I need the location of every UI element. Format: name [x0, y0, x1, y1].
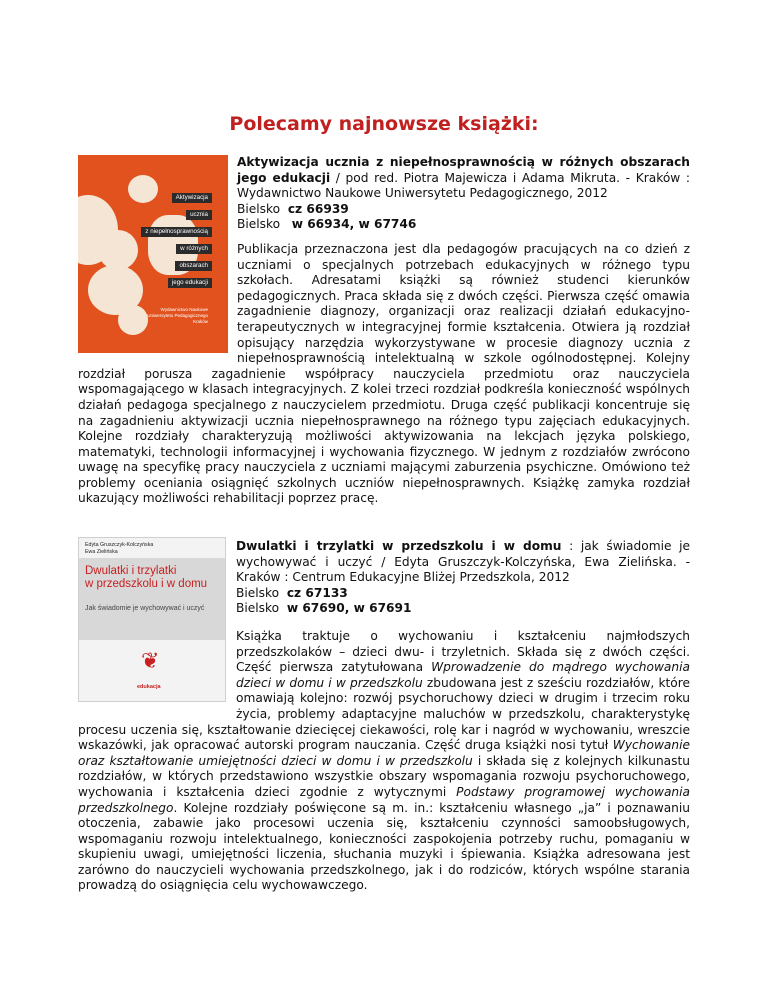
book-title-end: jego edukacji: [237, 170, 331, 185]
cover-title: Dwulatki i trzylatki w przedszkolu i w domu: [85, 565, 208, 590]
desc-text: Książka traktuje o wychowaniu i kształceniu najmłodszych przedszkolaków – dzieci dwu- i trzyletnich. Składa się z dwóch części. Część pierwsza zatytułowana: [236, 628, 690, 675]
call-number: w 67690, w 67691: [286, 601, 412, 616]
page-title: Polecamy najnowsze książki:: [229, 113, 539, 135]
book-entry-dwulatki: [78, 537, 690, 894]
cover-publisher: Wydawnictwo Naukowe Uniwersytetu Pedagogicznego Kraków: [147, 307, 208, 324]
library-location: Bielsko: [236, 585, 280, 600]
book-title-cont: ucznia z niepełnosprawnością w różnych obszarach: [318, 155, 690, 169]
butterfly-icon: ❦: [141, 649, 160, 674]
call-number: cz 66939: [287, 201, 349, 216]
desc-text: zbudowana jest z sześciu rozdziałów, które omawiają kolejno: rozwój psychoruchowy dzieci w drugim i trzecim roku życia, problemy adaptacyjne maluchów w przedszkolu, charakterystykę procesu uczenia się, kształtowanie dziecięcej ciekawości, rolę kar i nagród w wychowaniu, wreszcie wskazówki, jak opracować autorski program nauczania. Część druga książki nosi tytuł: [78, 675, 690, 753]
cover-label: jego edukacji: [168, 278, 212, 288]
desc-italic: Podstawy programowej wychowania przedszkolnego: [78, 784, 690, 815]
cover-label: Aktywizacja: [172, 193, 212, 203]
desc-text: i składa się z kolejnych kilkunastu rozdziałów, w których przedstawiono wszystkie obszary wspomagania rozwoju psychoruchowego, wychowania i kształcenia dzieci zgodnie z wytycznymi: [78, 753, 690, 799]
desc-italic: Wprowadzenie do mądrego wychowania dzieci w domu i w przedszkolu: [236, 660, 690, 690]
book-cover-aktywizacja: [78, 155, 228, 353]
library-location: Bielsko: [237, 217, 281, 232]
cover-publisher: edukacja: [137, 684, 161, 691]
call-number: w 66934, w 67746: [291, 217, 417, 232]
desc-italic: Wychowanie oraz kształtowanie umiejętności dzieci w domu i w przedszkolu: [78, 738, 690, 768]
library-location: Bielsko: [237, 201, 281, 216]
cover-subtitle: Jak świadomie je wychowywać i uczyć: [85, 605, 205, 612]
book-cover-dwulatki: [78, 537, 226, 702]
cover-label: z niepełnosprawnością: [141, 227, 212, 237]
library-location: Bielsko: [236, 601, 280, 616]
desc-text: . Kolejne rozdziały poświęcone są m. in.: kształceniu własnego „ja” i poznawaniu otoczenia, zabawie jako procesowi uczenia się, kształceniu czynności samoobsługowych, wspomaganiu rozwoju intelektualnego, konieczności zaspokojenia potrzeby ruchu, pomaganiu w skupieniu uwagi, umiejętności liczenia, słuchania muzyki i śpiewania. Książka adresowana jest zarówno do nauczycieli wychowania przedszkolnego, jak i do rodziców, których wspólne starania prowadzą do osiągnięcia celu wychowawczego.: [78, 800, 690, 893]
book-entry-aktywizacja: [78, 155, 690, 507]
book-description: Publikacja przeznaczona jest dla pedagogów pracujących na co dzień z uczniami o specjalnych potrzebach edukacyjnych w różnego typu szkołach. Adresatami książki są również studenci kierunków pedagogicznych. Praca składa się z dwóch części. Pierwsza część omawia zagadnienie diagnozy, organizacji oraz realizacji działań edukacyjno-terapeutycznych w integracyjnej formie kształcenia. Otwiera ją rozdział opisujący narzędzia wykorzystywane w procesie diagnozy ucznia z niepełnosprawnością intelektualną w szkole ogólnodostępnej. Kolejny rozdział porusza zagadnienie współpracy nauczyciela przedmiotu oraz nauczyciela wspomagającego w klasach integracyjnych. Z kolei trzeci rozdział podkreśla konieczność wspólnych działań pedagoga specjalnego z nauczycielem przedmiotu. Druga część publikacji koncentruje się na zagadnieniu aktywizacji ucznia niepełnosprawnego na różnego typu zajęciach edukacyjnych. Kolejne rozdziały charakteryzują możliwości aktywizowania na lekcjach języka polskiego, matematyki, technologii informacyjnej i wychowania fizycznego. W jednym z rozdziałów zwrócono uwagę na specyfikę pracy nauczyciela z uczniami mającymi zaburzenia psychiczne. Omówiono też problemy oceniania osiągnięć szkolnych uczniów niepełnosprawnych. Książkę zamyka rozdział ukazujący możliwości rehabilitacji poprzez pracę.: [78, 241, 690, 506]
cover-authors: Edyta Gruszczyk-Kolczyńska Ewa Zielińska: [85, 542, 154, 555]
cover-label: ucznia: [186, 210, 212, 220]
book-title: Aktywizacja: [237, 155, 319, 169]
cover-label: obszarach: [175, 261, 212, 271]
book-title: Dwulatki i trzylatki w przedszkolu i w domu: [236, 539, 562, 553]
call-number: cz 67133: [286, 585, 348, 600]
book-citation: : jak świadomie je wychowywać i uczyć / Edyta Gruszczyk-Kolczyńska, Ewa Zielińska. - Kraków : Centrum Edukacyjne Bliżej Przedszkola, 2012: [236, 539, 690, 585]
cover-label: w różnych: [176, 244, 212, 254]
book-citation: / pod red. Piotra Majewicza i Adama Mikruta. - Kraków : Wydawnictwo Naukowe Uniwersytetu Pedagogicznego, 2012: [237, 170, 690, 201]
